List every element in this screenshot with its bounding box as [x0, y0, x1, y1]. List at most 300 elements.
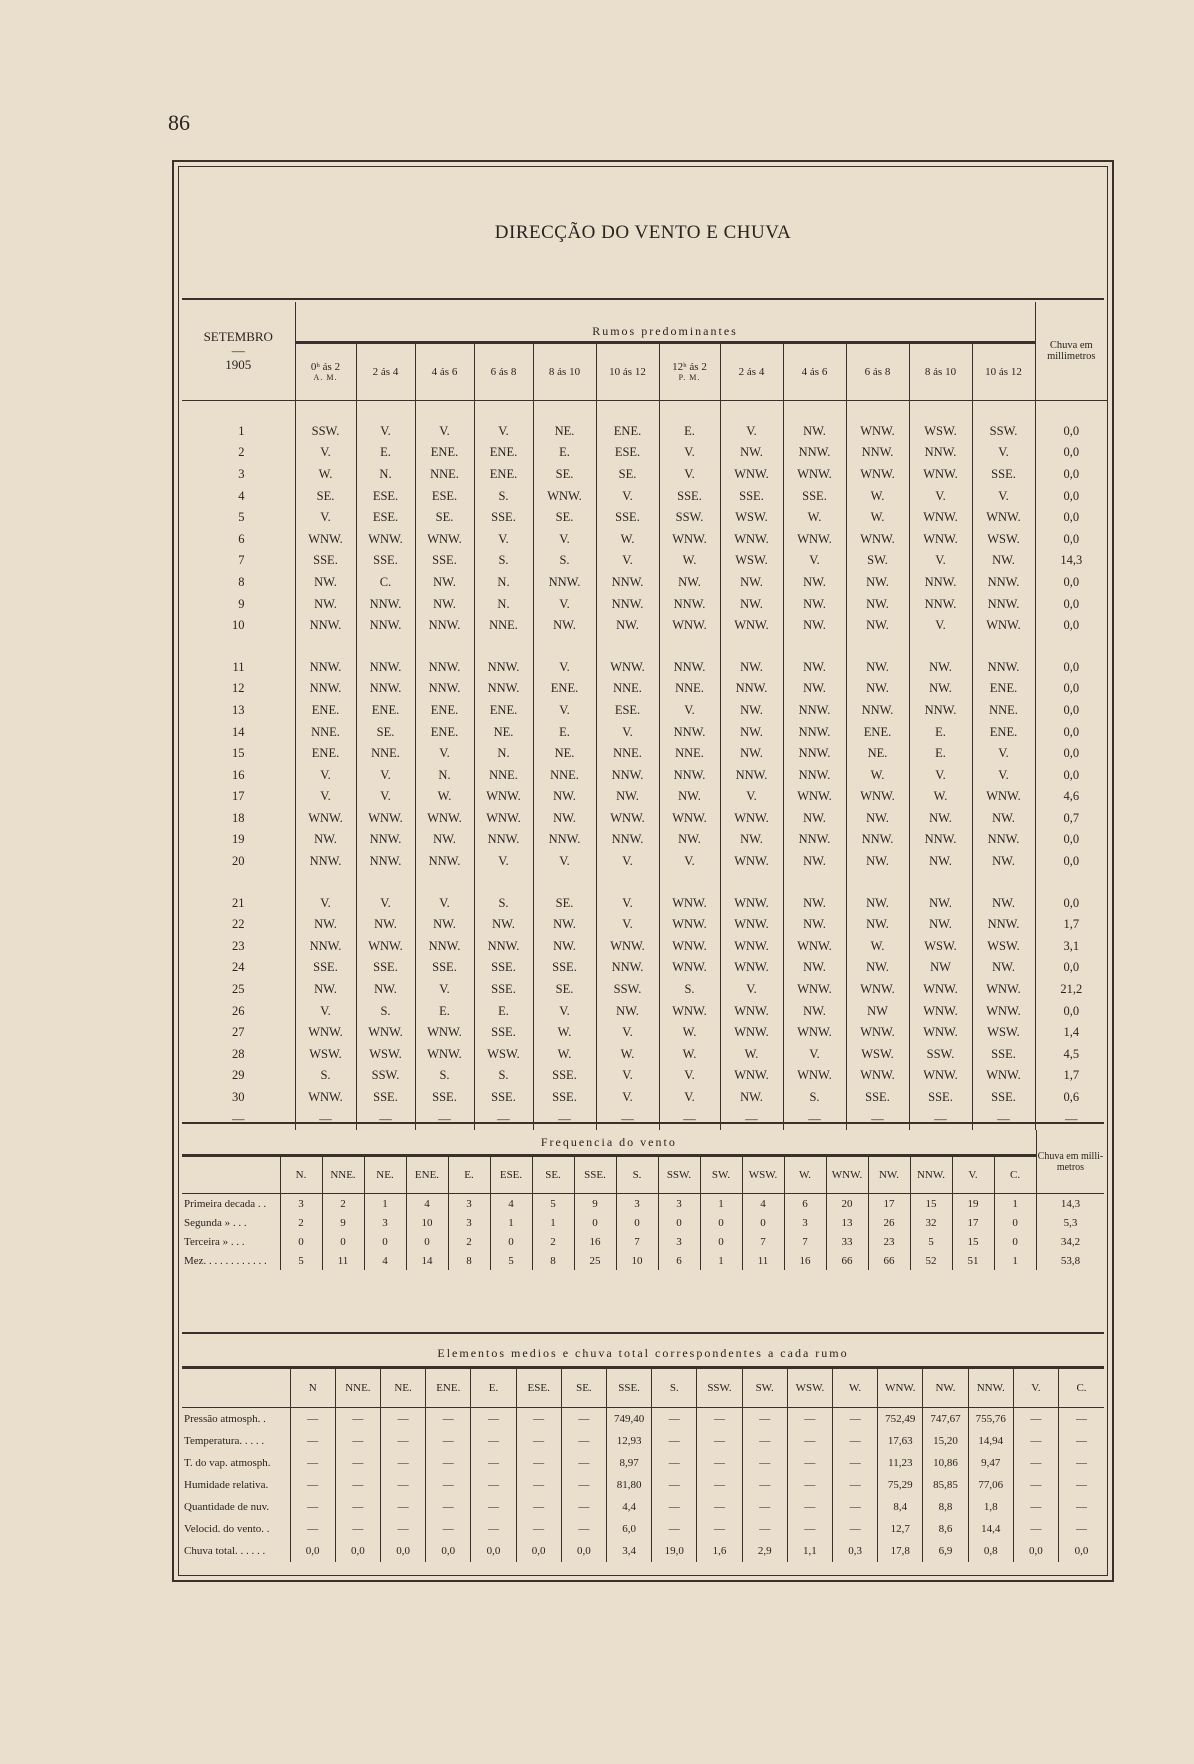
frequency-cell: 0 [616, 1213, 658, 1232]
day-cell: 18 [232, 810, 245, 825]
elements-cell: 0,0 [380, 1540, 425, 1562]
dash-cell: — [474, 1108, 533, 1130]
day-cell: 30 [232, 1090, 245, 1105]
period-label: 6 ás 8 [864, 365, 891, 378]
day-cell: 2 [238, 445, 245, 460]
direction-cell: V. [533, 851, 596, 873]
direction-cell: NNW. [659, 764, 720, 786]
direction-cell: W. [533, 1022, 596, 1044]
rain-cell: 1,7 [1035, 914, 1107, 936]
elements-row-label: Humidade relativa. [184, 1479, 269, 1491]
direction-cell: V. [295, 786, 356, 808]
frequency-rain-cell: 5,3 [1036, 1213, 1104, 1232]
direction-cell: NNE. [533, 764, 596, 786]
frequency-cell: 0 [406, 1232, 448, 1251]
direction-cell: NW. [783, 892, 846, 914]
direction-cell: NNW. [783, 829, 846, 851]
frequency-cell: 10 [406, 1213, 448, 1232]
elements-cell: — [833, 1408, 878, 1431]
direction-cell: SSE. [533, 1087, 596, 1109]
frequency-cell: 0 [994, 1213, 1036, 1232]
direction-cell: SSE. [972, 1087, 1035, 1109]
direction-cell: NE. [846, 743, 909, 765]
rain-cell: 1,4 [1035, 1022, 1107, 1044]
table-row [182, 1065, 1107, 1087]
elements-cell: 12,93 [606, 1430, 651, 1452]
direction-cell: E. [415, 1000, 474, 1022]
day-cell: 20 [232, 854, 245, 869]
day-cell: 4 [238, 488, 245, 503]
frequency-cell: 3 [658, 1232, 700, 1251]
direction-cell: SSE. [783, 485, 846, 507]
frequency-cell: 2 [280, 1213, 322, 1232]
direction-cell: N. [474, 593, 533, 615]
elements-cell: 10,86 [923, 1452, 968, 1474]
rain-header: Chuva em millimetros [1035, 302, 1107, 400]
table-row [182, 528, 1107, 550]
period-header [356, 342, 415, 400]
direction-cell: WNW. [909, 528, 972, 550]
gap-cell [1035, 400, 1107, 421]
period-label: 10 ás 12 [985, 365, 1022, 378]
gap-cell [415, 636, 474, 656]
frequency-rain-cell: 14,3 [1036, 1194, 1104, 1214]
rain-cell: 0,0 [1035, 421, 1107, 443]
direction-cell: NNW. [596, 572, 659, 594]
direction-cell: NNW. [909, 593, 972, 615]
direction-cell: V. [909, 615, 972, 637]
gap-cell [972, 636, 1035, 656]
direction-cell: NNW. [415, 615, 474, 637]
gap-cell [533, 400, 596, 421]
frequency-row [182, 1213, 1104, 1232]
direction-cell: SSE. [474, 507, 533, 529]
elements-cell: — [290, 1452, 335, 1474]
elements-cell: — [380, 1518, 425, 1540]
elements-row [182, 1408, 1104, 1431]
direction-cell: NNW. [720, 678, 783, 700]
table-row [182, 957, 1107, 979]
elements-cell: — [787, 1518, 832, 1540]
elements-col-header: NE. [380, 1368, 425, 1408]
period-label: 12ʰ ás 2 [672, 361, 707, 373]
page-number: 86 [168, 110, 190, 135]
direction-cell: V. [295, 1000, 356, 1022]
direction-cell: WNW. [356, 528, 415, 550]
direction-cell: NW. [596, 786, 659, 808]
gap-cell [720, 400, 783, 421]
direction-cell: SSE. [659, 485, 720, 507]
direction-cell: SSE. [356, 550, 415, 572]
elements-cell: — [335, 1474, 380, 1496]
table-row [182, 808, 1107, 830]
rain-cell: 0,0 [1035, 572, 1107, 594]
frequency-cell: 0 [364, 1232, 406, 1251]
direction-cell: WNW. [596, 808, 659, 830]
frequency-row [182, 1251, 1104, 1270]
direction-cell: NW. [846, 914, 909, 936]
direction-cell: NNE. [596, 678, 659, 700]
direction-cell: WNW. [659, 914, 720, 936]
direction-cell: SSE. [474, 1087, 533, 1109]
direction-cell: NNW. [659, 721, 720, 743]
direction-cell: NNW. [356, 656, 415, 678]
table-row [182, 721, 1107, 743]
elements-cell: 17,63 [878, 1430, 923, 1452]
day-cell: 21 [232, 895, 245, 910]
rain-cell: 0,0 [1035, 485, 1107, 507]
gap-cell [533, 636, 596, 656]
gap-cell [659, 636, 720, 656]
frequency-cell: 5 [532, 1194, 574, 1214]
table-row [182, 507, 1107, 529]
month-label: SETEMBRO [203, 328, 273, 344]
direction-cell: NNE. [295, 721, 356, 743]
direction-cell: NW. [533, 914, 596, 936]
direction-cell: W. [846, 485, 909, 507]
elements-cell: 0,3 [833, 1540, 878, 1562]
dash-cell: — [659, 1108, 720, 1130]
direction-cell: WNW. [909, 1065, 972, 1087]
elements-title: Elementos medios e chuva total correspondentes a cada rumo [182, 1340, 1104, 1368]
frequency-cell: 19 [952, 1194, 994, 1214]
rain-cell: 0,0 [1035, 1000, 1107, 1022]
period-header [474, 342, 533, 400]
direction-cell: V. [909, 550, 972, 572]
frequency-corner [182, 1156, 280, 1194]
direction-cell: NNW. [972, 829, 1035, 851]
elements-cell: 8,8 [923, 1496, 968, 1518]
direction-cell: ENE. [972, 721, 1035, 743]
direction-cell: NE. [474, 721, 533, 743]
direction-cell: NW. [783, 678, 846, 700]
frequency-cell: 7 [616, 1232, 658, 1251]
direction-cell: NNE. [356, 743, 415, 765]
direction-cell: NNW. [783, 700, 846, 722]
direction-cell: NW. [783, 957, 846, 979]
frequency-col-header: C. [994, 1156, 1036, 1194]
elements-cell: — [471, 1408, 516, 1431]
elements-row [182, 1518, 1104, 1540]
direction-cell: NW. [596, 615, 659, 637]
frequency-cell: 33 [826, 1232, 868, 1251]
month-dash: — [231, 342, 245, 358]
direction-cell: SSE. [356, 1087, 415, 1109]
direction-cell: WNW. [659, 1000, 720, 1022]
day-cell: 13 [232, 702, 245, 717]
direction-cell: V. [295, 764, 356, 786]
elements-cell: — [1013, 1452, 1058, 1474]
frequency-cell: 0 [700, 1232, 742, 1251]
direction-cell: NW. [846, 615, 909, 637]
elements-cell: — [787, 1430, 832, 1452]
elements-cell: — [1059, 1408, 1104, 1431]
direction-cell: V. [783, 1044, 846, 1066]
elements-title-row [182, 1340, 1104, 1368]
elements-row [182, 1540, 1104, 1562]
direction-cell: ESE. [596, 700, 659, 722]
direction-cell: E. [356, 442, 415, 464]
rain-cell: 0,0 [1035, 593, 1107, 615]
direction-cell: W. [783, 507, 846, 529]
frequency-row-label: Primeira decada . . [184, 1197, 267, 1210]
direction-cell: S. [295, 1065, 356, 1087]
direction-cell: SSE. [533, 957, 596, 979]
direction-cell: ENE. [474, 700, 533, 722]
rain-cell: 3,1 [1035, 936, 1107, 958]
rain-cell: 0,0 [1035, 892, 1107, 914]
direction-cell: WSW. [846, 1044, 909, 1066]
direction-cell: WSW. [474, 1044, 533, 1066]
direction-cell: NNE. [415, 464, 474, 486]
elements-cell: — [652, 1474, 697, 1496]
elements-cell: — [1013, 1430, 1058, 1452]
month-header [182, 302, 295, 400]
direction-cell: WNW. [846, 528, 909, 550]
frequency-col-header: ENE. [406, 1156, 448, 1194]
day-cell: 10 [232, 618, 245, 633]
frequency-cell: 2 [448, 1232, 490, 1251]
direction-cell: NW. [596, 1000, 659, 1022]
direction-cell: S. [474, 550, 533, 572]
pm-label: P. M. [678, 373, 701, 382]
rain-cell: 21,2 [1035, 979, 1107, 1001]
direction-cell: NNW. [972, 656, 1035, 678]
elements-cell: — [652, 1496, 697, 1518]
direction-cell: NW. [909, 678, 972, 700]
elements-cell: 4,4 [606, 1496, 651, 1518]
direction-cell: WNW. [909, 507, 972, 529]
direction-cell: SSE. [533, 1065, 596, 1087]
period-header [415, 342, 474, 400]
frequency-cell: 11 [322, 1251, 364, 1270]
direction-cell: SE. [533, 507, 596, 529]
elements-cell: — [561, 1496, 606, 1518]
elements-cell: — [516, 1408, 561, 1431]
elements-cell: — [697, 1518, 742, 1540]
table-row [182, 1022, 1107, 1044]
direction-cell: WNW. [972, 1000, 1035, 1022]
direction-cell: WNW. [720, 1000, 783, 1022]
elements-cell: — [697, 1474, 742, 1496]
elements-cell: — [1013, 1474, 1058, 1496]
elements-cell: — [290, 1474, 335, 1496]
direction-cell: SSW. [909, 1044, 972, 1066]
direction-cell: NNW. [659, 593, 720, 615]
frequency-col-header: SSW. [658, 1156, 700, 1194]
frequency-col-header: NNW. [910, 1156, 952, 1194]
elements-cell: — [787, 1474, 832, 1496]
elements-cell: 8,97 [606, 1452, 651, 1474]
elements-cell: 8,6 [923, 1518, 968, 1540]
gap-cell [972, 872, 1035, 892]
elements-cell: — [471, 1518, 516, 1540]
table-row [182, 829, 1107, 851]
direction-cell: V. [596, 851, 659, 873]
gap-cell [295, 872, 356, 892]
direction-cell: ENE. [972, 678, 1035, 700]
direction-cell: WNW. [415, 808, 474, 830]
frequency-cell: 7 [784, 1232, 826, 1251]
direction-cell: SSE. [909, 1087, 972, 1109]
frequency-col-header: W. [784, 1156, 826, 1194]
direction-cell: V. [720, 786, 783, 808]
direction-cell: NW. [720, 829, 783, 851]
frequency-cell: 66 [868, 1251, 910, 1270]
frequency-col-header: E. [448, 1156, 490, 1194]
elements-cell: — [1013, 1496, 1058, 1518]
elements-cell: — [561, 1474, 606, 1496]
direction-cell: ENE. [533, 678, 596, 700]
direction-cell: SW. [846, 550, 909, 572]
frequency-cell: 4 [490, 1194, 532, 1214]
elements-cell: — [561, 1408, 606, 1431]
direction-cell: WNW. [415, 1044, 474, 1066]
elements-cell: — [516, 1474, 561, 1496]
elements-cell: — [742, 1496, 787, 1518]
direction-cell: W. [659, 1022, 720, 1044]
dash-cell: — [1035, 1108, 1107, 1130]
elements-cell: 755,76 [968, 1408, 1013, 1431]
direction-cell: V. [720, 421, 783, 443]
dash-cell: — [356, 1108, 415, 1130]
rain-cell: 0,0 [1035, 829, 1107, 851]
direction-cell: V. [659, 700, 720, 722]
direction-cell: NNE. [474, 764, 533, 786]
frequency-col-header: NW. [868, 1156, 910, 1194]
direction-cell: S. [533, 550, 596, 572]
direction-cell: NNW. [356, 851, 415, 873]
direction-cell: NNW. [295, 656, 356, 678]
frequency-table [182, 1130, 1104, 1270]
direction-cell: NW. [659, 572, 720, 594]
direction-cell: NW. [415, 914, 474, 936]
direction-cell: NW. [720, 656, 783, 678]
gap-cell [182, 636, 295, 656]
direction-cell: NW. [720, 572, 783, 594]
direction-cell: S. [474, 892, 533, 914]
direction-cell: NW. [846, 572, 909, 594]
direction-cell: NNW. [909, 442, 972, 464]
direction-cell: WNW. [659, 936, 720, 958]
direction-cell: N. [474, 743, 533, 765]
gap-cell [533, 872, 596, 892]
period-header [783, 342, 846, 400]
elements-cell: — [335, 1518, 380, 1540]
direction-cell: NNW. [533, 829, 596, 851]
direction-cell: WNW. [659, 957, 720, 979]
dash-cell: — [783, 1108, 846, 1130]
direction-cell: SSE. [474, 957, 533, 979]
direction-cell: WNW. [720, 464, 783, 486]
table-row [182, 979, 1107, 1001]
direction-cell: WNW. [415, 1022, 474, 1044]
direction-cell: NW. [720, 743, 783, 765]
direction-cell: SSW. [356, 1065, 415, 1087]
direction-cell: WNW. [783, 1065, 846, 1087]
direction-cell: WNW. [295, 808, 356, 830]
elements-cell: — [290, 1496, 335, 1518]
day-cell: 3 [238, 466, 245, 481]
direction-cell: V. [972, 743, 1035, 765]
direction-cell: WNW. [909, 979, 972, 1001]
direction-cell: W. [415, 786, 474, 808]
frequency-cell: 1 [532, 1213, 574, 1232]
direction-cell: V. [783, 550, 846, 572]
direction-cell: NNW. [474, 936, 533, 958]
elements-cell: — [335, 1496, 380, 1518]
frequency-cell: 5 [280, 1251, 322, 1270]
direction-cell: NW. [295, 593, 356, 615]
direction-cell: V. [909, 485, 972, 507]
elements-cell: — [471, 1430, 516, 1452]
direction-cell: WNW. [720, 851, 783, 873]
elements-cell: — [833, 1518, 878, 1540]
elements-cell: 19,0 [652, 1540, 697, 1562]
rain-cell: 0,0 [1035, 743, 1107, 765]
dash-cell: — [909, 1108, 972, 1130]
period-header [909, 342, 972, 400]
elements-cell: 1,8 [968, 1496, 1013, 1518]
direction-cell: NW. [415, 593, 474, 615]
direction-cell: ENE. [474, 442, 533, 464]
frequency-cell: 0 [574, 1213, 616, 1232]
direction-cell: NW. [474, 914, 533, 936]
direction-cell: NW [846, 1000, 909, 1022]
elements-cell: 1,6 [697, 1540, 742, 1562]
elements-cell: — [652, 1518, 697, 1540]
direction-cell: V. [533, 1000, 596, 1022]
direction-cell: E. [533, 721, 596, 743]
elements-cell: 2,9 [742, 1540, 787, 1562]
gap-cell [720, 636, 783, 656]
direction-cell: WSW. [972, 528, 1035, 550]
frequency-cell: 0 [742, 1213, 784, 1232]
frequency-cell: 1 [700, 1194, 742, 1214]
direction-cell: WNW. [295, 1022, 356, 1044]
direction-cell: NW. [295, 979, 356, 1001]
direction-cell: WNW. [972, 507, 1035, 529]
elements-cell: — [380, 1496, 425, 1518]
direction-cell: SSE. [415, 550, 474, 572]
day-cell: 14 [232, 724, 245, 739]
elements-cell: 85,85 [923, 1474, 968, 1496]
direction-cell: NW. [533, 808, 596, 830]
rain-cell: 0,7 [1035, 808, 1107, 830]
direction-cell: NNW. [596, 593, 659, 615]
dash-cell: — [720, 1108, 783, 1130]
gap-cell [972, 400, 1035, 421]
direction-cell: ENE. [356, 700, 415, 722]
frequency-cell: 8 [448, 1251, 490, 1270]
rain-cell: 4,6 [1035, 786, 1107, 808]
elements-col-header: ENE. [426, 1368, 471, 1408]
elements-cell: — [742, 1452, 787, 1474]
direction-cell: WNW. [846, 464, 909, 486]
direction-cell: NW [909, 957, 972, 979]
row-gap [182, 636, 1107, 656]
direction-cell: NNW. [972, 914, 1035, 936]
day-cell: 8 [238, 574, 245, 589]
frequency-col-header: NE. [364, 1156, 406, 1194]
direction-cell: NW. [846, 656, 909, 678]
elements-col-header: SSW. [697, 1368, 742, 1408]
gap-cell [783, 400, 846, 421]
gap-cell [783, 872, 846, 892]
day-cell: 29 [232, 1068, 245, 1083]
direction-cell: SSE. [972, 1044, 1035, 1066]
elements-cell: — [787, 1496, 832, 1518]
